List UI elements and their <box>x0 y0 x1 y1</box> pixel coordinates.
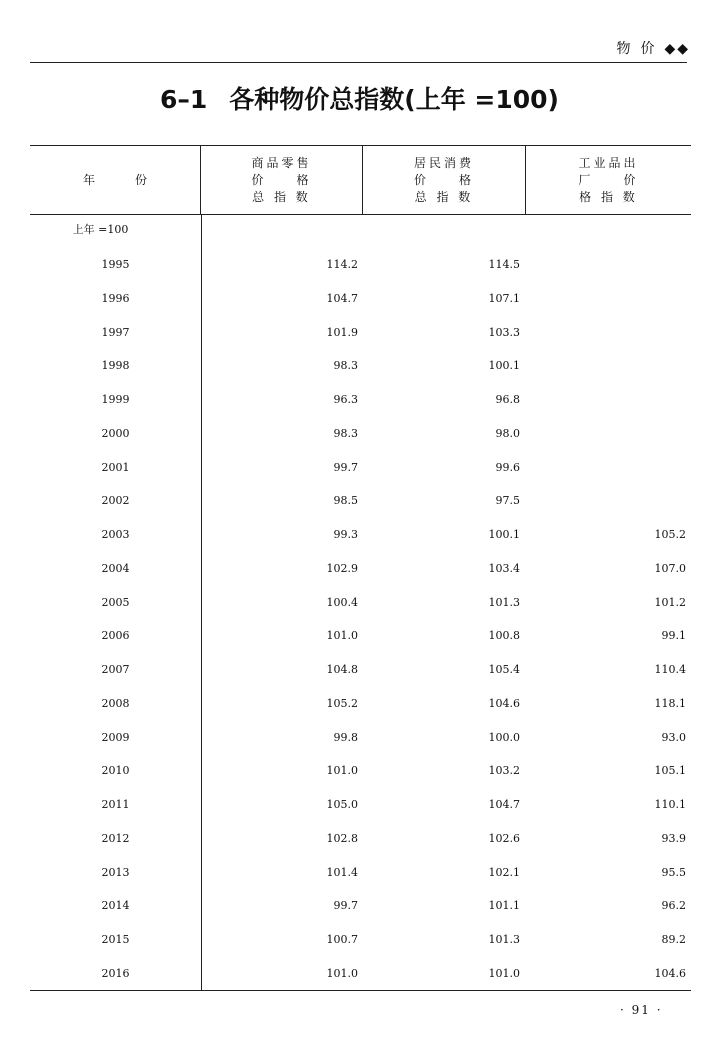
table-row <box>30 289 691 309</box>
running-head-section: 物 <box>616 41 633 57</box>
year-cell: 2004 <box>101 561 130 575</box>
consumer-index-cell: 98.0 <box>495 426 520 440</box>
retail-index-cell: 114.2 <box>326 258 358 271</box>
year-cell: 2006 <box>101 629 130 643</box>
table-row <box>30 795 691 815</box>
producer-index-cell: 118.1 <box>654 696 686 710</box>
consumer-index-cell: 101.3 <box>488 933 520 946</box>
consumer-index-cell: 103.2 <box>488 764 520 778</box>
table-row <box>30 424 691 444</box>
table-row <box>30 255 691 275</box>
page-title <box>0 80 719 116</box>
producer-index-cell: 105.2 <box>654 528 686 541</box>
consumer-index-cell: 100.1 <box>488 528 520 541</box>
year-cell: 2014 <box>101 899 130 913</box>
table-body <box>30 215 691 991</box>
header-retail-price-index <box>201 146 363 214</box>
year-cell: 1996 <box>101 291 130 305</box>
price-index-table <box>30 145 691 991</box>
consumer-index-cell: 100.1 <box>488 359 520 373</box>
running-head <box>0 38 690 58</box>
header-producer-line-3: 格 指 数 <box>579 189 638 204</box>
retail-index-cell: 101.9 <box>326 325 358 339</box>
diamond-ornament-icon: ◆◆ <box>664 41 690 57</box>
consumer-index-cell: 97.5 <box>495 494 520 508</box>
year-cell: 2008 <box>101 696 130 710</box>
header-year-label-1: 年 <box>82 172 135 187</box>
running-head-section-2: 价 <box>640 41 657 57</box>
retail-index-cell: 99.3 <box>333 528 358 541</box>
table-row <box>30 356 691 376</box>
unit-label: 上年 =100 <box>72 223 129 236</box>
year-cell: 2011 <box>101 798 130 811</box>
table-row <box>30 525 691 545</box>
consumer-index-cell: 104.7 <box>488 798 520 811</box>
producer-index-cell: 105.1 <box>654 764 686 778</box>
retail-index-cell: 105.0 <box>326 798 358 811</box>
table-row <box>30 323 691 343</box>
consumer-index-cell: 103.4 <box>488 561 520 575</box>
table-row <box>30 728 691 748</box>
year-cell: 1999 <box>101 393 130 406</box>
producer-index-cell: 95.5 <box>661 865 686 879</box>
consumer-index-cell: 114.5 <box>488 258 520 271</box>
year-cell: 2000 <box>101 426 130 440</box>
retail-index-cell: 104.7 <box>326 291 358 305</box>
retail-index-cell: 100.4 <box>326 595 358 609</box>
consumer-index-cell: 101.3 <box>488 595 520 609</box>
table-row <box>30 559 691 579</box>
year-cell: 2015 <box>101 933 130 946</box>
header-producer-line-2: 厂 价 <box>578 172 639 187</box>
table-header <box>30 145 691 215</box>
retail-index-cell: 99.7 <box>333 460 358 474</box>
header-year <box>30 146 201 214</box>
consumer-index-cell: 101.0 <box>488 966 520 980</box>
retail-index-cell: 101.0 <box>326 764 358 778</box>
consumer-index-cell: 100.8 <box>488 629 520 643</box>
consumer-index-cell: 101.1 <box>488 899 520 913</box>
retail-index-cell: 105.2 <box>326 696 358 710</box>
year-cell: 1997 <box>101 325 130 339</box>
producer-index-cell: 110.4 <box>654 663 686 676</box>
header-year-label-2: 份 <box>135 172 188 187</box>
retail-index-cell: 101.0 <box>326 966 358 980</box>
retail-index-cell: 96.3 <box>333 393 358 406</box>
consumer-index-cell: 96.8 <box>495 393 520 406</box>
consumer-index-cell: 103.3 <box>488 325 520 339</box>
year-cell: 1998 <box>101 359 130 373</box>
year-cell: 2009 <box>101 730 130 744</box>
table-row <box>30 458 691 478</box>
producer-index-cell: 93.0 <box>661 730 686 744</box>
producer-index-cell: 107.0 <box>654 561 686 575</box>
producer-index-cell: 104.6 <box>654 966 686 980</box>
consumer-index-cell: 100.0 <box>488 730 520 744</box>
year-cell: 2001 <box>101 460 130 474</box>
table-title: 各种物价总指数(上年 =100) <box>229 85 559 114</box>
consumer-index-cell: 107.1 <box>488 291 520 305</box>
producer-index-cell: 93.9 <box>661 831 686 845</box>
table-row <box>30 491 691 511</box>
retail-index-cell: 98.3 <box>333 359 358 373</box>
year-cell: 2002 <box>101 494 130 508</box>
table-row <box>30 593 691 613</box>
retail-index-cell: 102.8 <box>326 831 358 845</box>
header-consumer-line-2: 价 格 <box>413 172 474 187</box>
year-cell: 2007 <box>101 663 130 676</box>
retail-index-cell: 100.7 <box>326 933 358 946</box>
table-row <box>30 694 691 714</box>
consumer-index-cell: 102.1 <box>488 865 520 879</box>
year-cell: 2016 <box>101 966 130 980</box>
year-cell: 2013 <box>101 865 130 879</box>
year-cell: 2005 <box>101 595 130 609</box>
header-consumer-line-1: 居民消费 <box>413 155 474 170</box>
consumer-index-cell: 99.6 <box>495 460 520 474</box>
retail-index-cell: 101.0 <box>326 629 358 643</box>
year-cell: 1995 <box>101 258 130 271</box>
producer-index-cell: 89.2 <box>661 933 686 946</box>
table-row <box>30 964 691 984</box>
table-row <box>30 896 691 916</box>
table-row <box>30 761 691 781</box>
retail-index-cell: 99.8 <box>333 730 358 744</box>
table-row <box>30 390 691 410</box>
retail-index-cell: 102.9 <box>326 561 358 575</box>
producer-index-cell: 110.1 <box>654 798 686 811</box>
retail-index-cell: 98.3 <box>333 426 358 440</box>
retail-index-cell: 99.7 <box>333 899 358 913</box>
table-row <box>30 930 691 950</box>
producer-index-cell: 96.2 <box>661 899 686 913</box>
retail-index-cell: 101.4 <box>326 865 358 879</box>
table-row <box>30 829 691 849</box>
header-producer-line-1: 工业品出 <box>578 155 639 170</box>
table-row <box>30 863 691 883</box>
year-cell: 2003 <box>101 528 130 541</box>
page-number: · 91 · <box>620 1003 663 1017</box>
consumer-index-cell: 104.6 <box>488 696 520 710</box>
retail-index-cell: 98.5 <box>333 494 358 508</box>
table-row <box>30 626 691 646</box>
year-cell: 2010 <box>101 764 130 778</box>
header-retail-line-1: 商品零售 <box>251 155 312 170</box>
header-retail-line-2: 价 格 <box>251 172 312 187</box>
table-row <box>30 660 691 680</box>
header-consumer-price-index <box>363 146 526 214</box>
table-number: 6–1 <box>160 85 208 114</box>
header-consumer-line-3: 总 指 数 <box>414 189 474 204</box>
header-rule <box>30 62 687 63</box>
producer-index-cell: 99.1 <box>661 629 686 643</box>
retail-index-cell: 104.8 <box>326 663 358 676</box>
producer-index-cell: 101.2 <box>654 595 686 609</box>
consumer-index-cell: 102.6 <box>488 831 520 845</box>
consumer-index-cell: 105.4 <box>488 663 520 676</box>
year-cell: 2012 <box>101 831 130 845</box>
header-producer-price-index <box>526 146 691 214</box>
header-retail-line-3: 总 指 数 <box>252 189 311 204</box>
